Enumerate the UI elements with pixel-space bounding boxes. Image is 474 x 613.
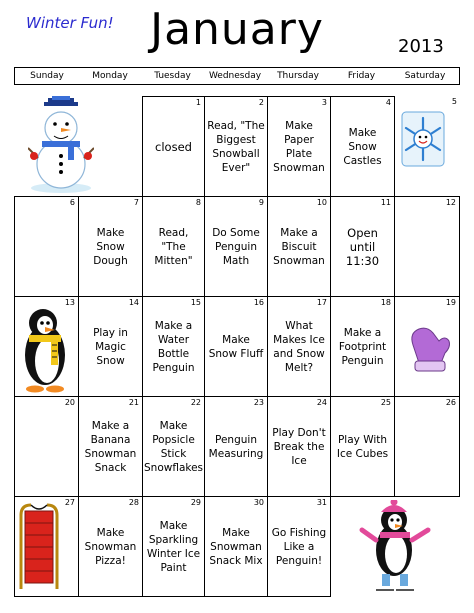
day-cell-18	[330, 296, 395, 397]
day-activity: Make a Water Bottle Penguin	[152, 319, 195, 374]
mitten-icon	[405, 323, 453, 375]
day-activity: Make Popsicle Stick Snowflakes	[144, 419, 204, 474]
day-activity: Make Snow Dough	[93, 226, 128, 267]
day-cell-17	[267, 296, 331, 397]
day-cell-7	[78, 196, 143, 297]
day-cell-9	[204, 196, 268, 297]
day-number: 28	[128, 498, 139, 507]
day-cell-19	[394, 296, 460, 397]
day-cell-26	[394, 396, 460, 497]
day-activity: Make Paper Plate Snowman	[273, 119, 325, 174]
day-activity: What Makes Ice and Snow Melt?	[273, 319, 325, 374]
day-activity: Make Snow Fluff	[208, 333, 264, 360]
day-number: 31	[316, 498, 327, 507]
day-number: 14	[128, 298, 139, 307]
day-number: 20	[64, 398, 75, 407]
day-cell-5	[394, 96, 460, 197]
day-number: 27	[64, 498, 75, 507]
day-number: 9	[258, 198, 264, 207]
day-cell-11	[330, 196, 395, 297]
snowman-illustration	[28, 96, 84, 192]
day-activity: Make a Banana Snowman Snack	[84, 419, 137, 474]
day-number: 19	[445, 298, 456, 307]
day-number: 13	[64, 298, 75, 307]
day-cell-3	[267, 96, 331, 197]
day-activity: Make a Biscuit Snowman	[273, 226, 325, 267]
day-cell-20	[14, 396, 79, 497]
day-cell-30	[204, 496, 268, 597]
calendar-grid	[14, 96, 460, 597]
day-number: 6	[69, 198, 75, 207]
day-activity: Read, "The Mitten"	[154, 226, 193, 267]
day-activity: Make a Footprint Penguin	[338, 326, 387, 367]
sled-icon	[19, 503, 59, 593]
day-cell-12	[394, 196, 460, 297]
snowflake-icon	[400, 110, 446, 168]
day-number: 21	[128, 398, 139, 407]
day-number: 10	[316, 198, 327, 207]
day-number: 15	[190, 298, 201, 307]
day-cell-10	[267, 196, 331, 297]
day-number: 17	[316, 298, 327, 307]
day-cell-24	[267, 396, 331, 497]
day-cell-21	[78, 396, 143, 497]
day-number: 7	[133, 198, 139, 207]
year-label: 2013	[398, 36, 444, 57]
day-number: 8	[195, 198, 201, 207]
day-activity: Do Some Penguin Math	[212, 226, 260, 267]
day-cell-2	[204, 96, 268, 197]
weekday-sunday: Sunday	[30, 71, 64, 81]
month-title: January	[150, 4, 324, 55]
day-cell-8	[142, 196, 205, 297]
weekday-wednesday: Wednesday	[208, 71, 262, 81]
day-number: 22	[190, 398, 201, 407]
weekday-thursday: Thursday	[277, 71, 319, 81]
day-number: 16	[253, 298, 264, 307]
skating-penguin-icon	[356, 500, 436, 596]
day-number: 18	[380, 298, 391, 307]
day-cell-4	[330, 96, 395, 197]
snowman-icon	[28, 96, 94, 194]
day-cell-28	[78, 496, 143, 597]
day-cell-13	[14, 296, 79, 397]
day-number: 26	[445, 398, 456, 407]
day-number: 23	[253, 398, 264, 407]
weekday-header	[14, 67, 460, 85]
day-activity: Make Snowman Snack Mix	[209, 526, 263, 567]
weekday-monday: Monday	[92, 71, 128, 81]
day-cell-25	[330, 396, 395, 497]
weekday-saturday: Saturday	[404, 71, 446, 81]
day-activity: Read, "The Biggest Snowball Ever"	[207, 119, 265, 174]
day-activity: Play Don't Break the Ice	[272, 426, 326, 467]
day-cell-15	[142, 296, 205, 397]
day-activity: Go Fishing Like a Penguin!	[271, 526, 327, 567]
day-number: 25	[380, 398, 391, 407]
winter-fun-tag: Winter Fun!	[26, 14, 114, 32]
day-number: 4	[385, 98, 391, 107]
day-number: 1	[195, 98, 201, 107]
day-number: 24	[316, 398, 327, 407]
day-cell-31	[267, 496, 331, 597]
day-activity: Play in Magic Snow	[93, 326, 128, 367]
day-activity: Make Snow Castles	[343, 126, 382, 167]
penguin-icon	[19, 305, 75, 393]
day-cell-27	[14, 496, 79, 597]
day-activity: Play With Ice Cubes	[336, 433, 389, 460]
day-activity: closed	[155, 139, 192, 154]
day-cell-6	[14, 196, 79, 297]
day-number: 2	[258, 98, 264, 107]
day-cell-23	[204, 396, 268, 497]
weekday-friday: Friday	[347, 71, 376, 81]
day-activity: Make Sparkling Winter Ice Paint	[146, 519, 201, 574]
day-cell-29	[142, 496, 205, 597]
day-number: 5	[451, 97, 457, 106]
day-number: 3	[321, 98, 327, 107]
day-number: 12	[445, 198, 456, 207]
day-cell-14	[78, 296, 143, 397]
day-activity: Make Snowman Pizza!	[84, 526, 137, 567]
day-activity: Penguin Measuring	[208, 433, 264, 460]
day-number: 29	[190, 498, 201, 507]
day-number: 30	[253, 498, 264, 507]
day-cell-16	[204, 296, 268, 397]
day-number: 11	[380, 198, 391, 207]
day-cell-22	[142, 396, 205, 497]
day-cell-1	[142, 96, 205, 197]
weekday-tuesday: Tuesday	[154, 71, 191, 81]
day-activity: Open until 11:30	[345, 225, 380, 268]
